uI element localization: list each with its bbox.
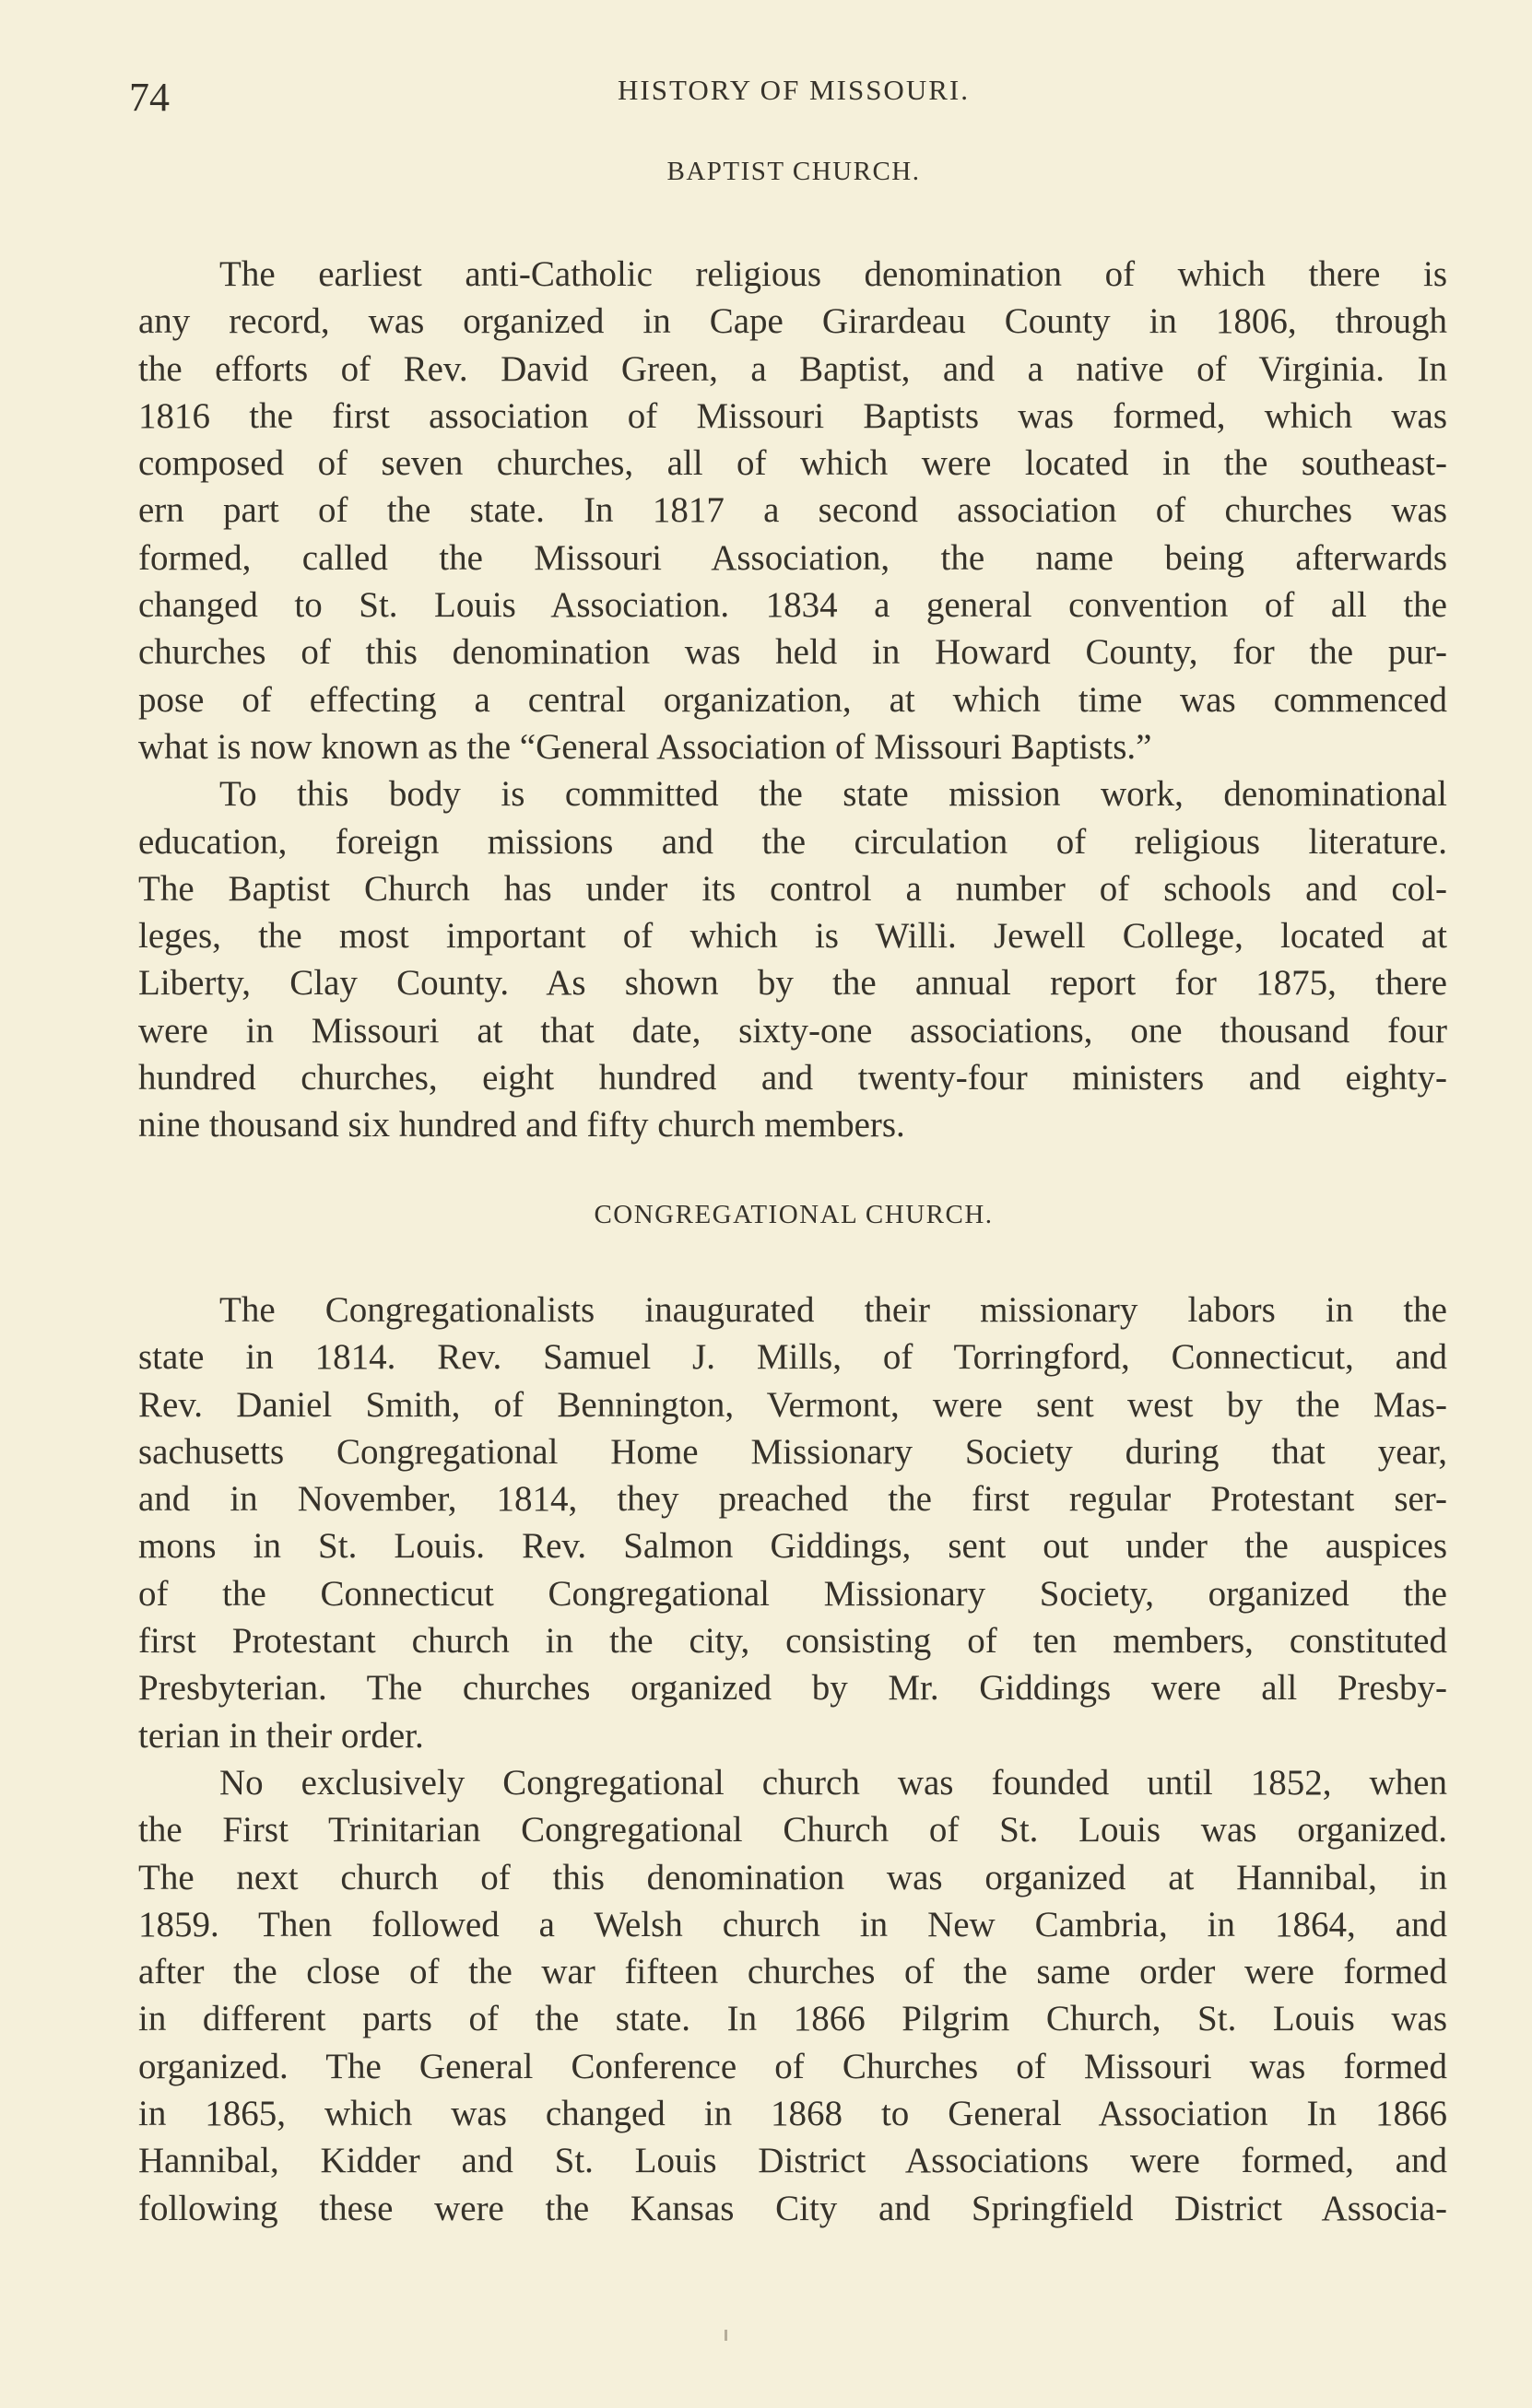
text-line: nine thousand six hundred and fifty church members.: [138, 1105, 905, 1145]
section-heading-congregational: CONGREGATIONAL CHURCH.: [594, 1200, 994, 1229]
text-line: Hannibal, Kidder and St. Louis District Associations were formed, and: [138, 2141, 1447, 2181]
text-line: first Protestant church in the city, consisting of ten members, constituted: [138, 1621, 1447, 1662]
text-line: education, foreign missions and the circulation of religious literature.: [138, 821, 1447, 862]
text-line: terian in their order.: [138, 1715, 424, 1756]
text-line: organized. The General Conference of Churches of Missouri was formed: [138, 2046, 1447, 2086]
text-line: state in 1814. Rev. Samuel J. Mills, of Torringford, Connecticut, and: [138, 1337, 1447, 1378]
page-number: 74: [129, 75, 170, 120]
text-line: formed, called the Missouri Association, the name being afterwards: [138, 537, 1447, 578]
text-line: hundred churches, eight hundred and twenty-four ministers and eighty-: [138, 1058, 1447, 1098]
text-line: Liberty, Clay County. As shown by the annual report for 1875, there: [138, 963, 1447, 1004]
section-heading-baptist: BAPTIST CHURCH.: [666, 157, 921, 186]
text-line: changed to St. Louis Association. 1834 a general convention of all the: [138, 585, 1447, 626]
text-line: of the Connecticut Congregational Missionary Society, organized the: [138, 1573, 1447, 1614]
text-line: following these were the Kansas City and Springfield District Associa-: [138, 2188, 1447, 2228]
text-line: in different parts of the state. In 1866 Pilgrim Church, St. Louis was: [138, 1999, 1447, 2039]
text-line: in 1865, which was changed in 1868 to General Association In 1866: [138, 2094, 1447, 2134]
text-line: To this body is committed the state mission work, denominational: [219, 774, 1447, 815]
text-line: Presbyterian. The churches organized by Mr. Giddings were all Presby-: [138, 1668, 1447, 1709]
running-head: HISTORY OF MISSOURI.: [618, 74, 970, 106]
text-line: the First Trinitarian Congregational Church of St. Louis was organized.: [138, 1810, 1447, 1850]
text-line: composed of seven churches, all of which were located in the southeast-: [138, 443, 1447, 484]
text-line: the efforts of Rev. David Green, a Baptist, and a native of Virginia. In: [138, 348, 1447, 389]
text-line: churches of this denomination was held in Howard County, for the pur-: [138, 632, 1447, 673]
text-line: 1859. Then followed a Welsh church in New Cambria, in 1864, and: [138, 1904, 1447, 1944]
section-body-congregational: [138, 1286, 1447, 2232]
text-line: were in Missouri at that date, sixty-one associations, one thousand four: [138, 1010, 1447, 1051]
scan-speck: [725, 2330, 727, 2341]
text-line: any record, was organized in Cape Girardeau County in 1806, through: [138, 301, 1447, 342]
text-line: mons in St. Louis. Rev. Salmon Giddings, sent out under the auspices: [138, 1526, 1447, 1567]
text-line: ern part of the state. In 1817 a second association of churches was: [138, 490, 1447, 531]
text-line: No exclusively Congregational church was founded until 1852, when: [219, 1762, 1447, 1803]
text-line: what is now known as the “General Association of Missouri Baptists.”: [138, 726, 1152, 767]
text-line: The next church of this denomination was organized at Hannibal, in: [138, 1857, 1447, 1897]
text-line: The earliest anti-Catholic religious denomination of which there is: [219, 254, 1447, 294]
text-line: Rev. Daniel Smith, of Bennington, Vermont, were sent west by the Mas-: [138, 1384, 1447, 1425]
text-line: pose of effecting a central organization, at which time was commenced: [138, 679, 1447, 720]
section-body-baptist: [138, 251, 1447, 1149]
text-line: after the close of the war fifteen churches of the same order were formed: [138, 1952, 1447, 1992]
text-line: leges, the most important of which is Willi. Jewell College, located at: [138, 916, 1447, 957]
text-line: The Baptist Church has under its control a number of schools and col-: [138, 868, 1447, 909]
text-line: and in November, 1814, they preached the first regular Protestant ser-: [138, 1479, 1447, 1520]
text-line: sachusetts Congregational Home Missionary Society during that year,: [138, 1431, 1447, 1472]
text-line: The Congregationalists inaugurated their missionary labors in the: [219, 1290, 1447, 1330]
text-line: 1816 the first association of Missouri Baptists was formed, which was: [138, 395, 1447, 436]
